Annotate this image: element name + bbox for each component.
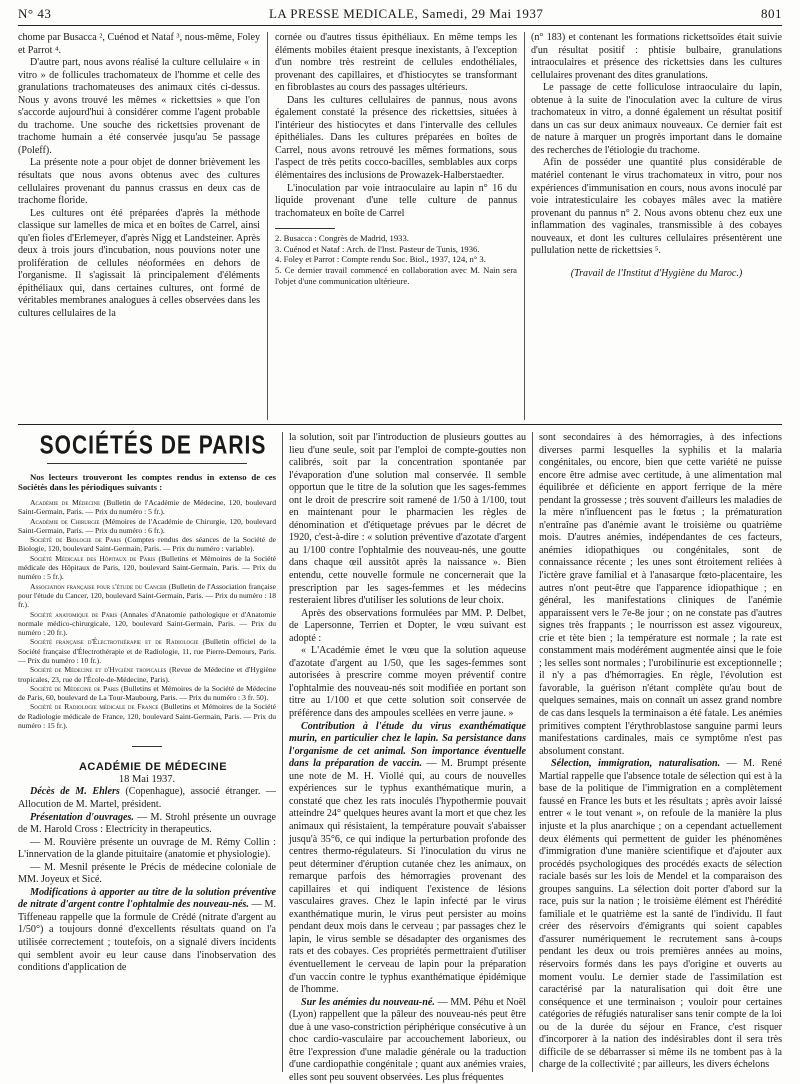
academie-paragraph: [539, 432, 782, 758]
top-column-2: [275, 32, 517, 420]
footnote: 4. Foley et Parrot : Compte rendu Soc. Biol., 1937, 124, n° 3.: [275, 254, 486, 265]
societe-entry: [18, 684, 276, 703]
paragraph: L'inoculation par voie intraoculaire au lapin n° 16 du liquide provenant d'une telle culture de pannus trachomateux en boîte de Carrel: [275, 182, 517, 219]
paragraph-text: — M. René Martial rappelle que l'absence totale de sélection qui est à la base de la politique de l'immigration en a complètement faussé en France les buts et les résultats ; après avoir laissé entrer « le tout venant », on refoule de la manière la plus injuste et la plus anarchique ; on a cependant actuellement deux éléments qui permettent de guider les phénomènes d'immigration d'une manière scientifique et d'ajouter aux procédés psychologiques des procédés exacts de sélection raciale basés sur les lois de Mendel et la comparaison des groupes sanguins. La sélection doit porter d'abord sur la race, puis sur la nation ; le troisième élément est l'hérédité familiale et le quatrième est la santé de l'individu. Il faut créer des réservoirs d'émigrants qui soient capables d'assurer numériquement le recrutement sans à-coups pendant les deux ou trois premières années au moins, réservoirs formés dans les pays d'origine et ouverts au moment voulu. Le dernier stade de l'assimilation est caractérisé par la naturalisation qui doit être une conséquence et une terminaison ; vouloir pour certaines catégories de réfugiés naturaliser sans tenir compte de la loi ou de la durée du séjour en France, c'est risquer d'incorporer à la nation des indésirables dont il sera très difficile de se débarrasser si même ils ne tombent pas à la charge de la collectivité ; par ailleurs, les divers échelons: [539, 758, 782, 1071]
title-rule: [47, 463, 247, 464]
paragraph: D'autre part, nous avons réalisé la culture cellulaire « in vitro » de follicules trachomateux de l'homme et celle des granulations trachomateuses des animaux cités ci-dessus. Nous y avons trouvé les mêmes « rickettsies » que l'on s'accorde aujourd'hui à considérer comme l'agent probable du trachome. Une souche des rickettsies provenant de trachome humain a été conservée jusqu'au 5e passage (Poleff).: [18, 57, 260, 156]
academie-paragraph: [289, 997, 526, 1084]
societe-entry: [18, 517, 276, 536]
academie-column-1: [18, 786, 276, 974]
societe-name: Société de Radiologie médicale de France: [30, 702, 159, 712]
societe-details: (Bulletins et Mémoires de la Société de Médecine de Paris, 60, boulevard de La Tour-Maubourg, Paris. — Prix du numéro : 3 fr. 50).: [18, 683, 276, 703]
academie-paragraph: [18, 786, 276, 811]
institute-credit: (Travail de l'Institut d'Hygiène du Maroc.): [570, 267, 743, 279]
paragraph-text: la solution, soit par l'introduction de plusieurs gouttes au lieu d'une seule, soit par l'emploi de compte-gouttes non calibrés, soit par la concentration spontanée par l'évaporation d'une solution mal conservée. Il semble opportun que le titre de la solution que les sages-femmes ont le droit de prescrire soit ramené de 1/50 à 1/100, tout en maintenant pour le pharmacien les règles de dénomination et d'étiquetage prévues par le décret de 1920, c'est-à-dire : « solution préventive d'azotate d'argent au 1/100 contre l'ophtalmie des nouveau-nés, une goutte dans chaque œil aussitôt après la naissance ». Bien entendu, cette nouvelle formule ne concernerait que la prescription par les sages-femmes et les médecins resteraient libres d'utiliser les solutions de leur choix.: [289, 432, 526, 607]
paragraph: Le passage de cette folliculose intraoculaire du lapin, obtenue à la suite de l'inoculation avec la culture de virus trachomateux in vitro, a donné également un résultat positif dans un cas sur deux animaux nouveaux. Ce dernier fait est de nature à marquer un progrès important dans le domaine des recherches de l'étiologie du trachome.: [531, 82, 782, 156]
paragraph-heading: Présentation d'ouvrages.: [30, 811, 134, 823]
academie-paragraph: [289, 721, 526, 997]
societe-entry: [18, 665, 276, 684]
societe-entry: [18, 702, 276, 730]
societe-details: (Bulletins et Mémoires de la Société médicale des Hôpitaux de Paris, 120, boulevard Saint-Germain, Paris. — Prix du numéro : 5 fr.).: [18, 553, 276, 582]
societe-name: Société Médicale des Hôpitaux de Paris: [30, 553, 156, 563]
societes-title: SOCIÉTÉS DE PARIS: [39, 430, 267, 460]
societe-details: (Comptes rendus des séances de la Société de Biologie, 120, boulevard Saint-Germain, Paris. — Prix du numéro : variable).: [18, 535, 276, 554]
paragraph: Afin de posséder une quantité plus considérable de matériel contenant le virus trachomateux in vitro, pour nos expériences d'immunisation en cours, nous avons inoculé par voie intratesticulaire les cobayes mâles avec la matière provenant du pannus n° 2. Nous avons obtenu chez eux une inflammation des vaginales, transmissible à des cobayes nouveaux, et dont les cultures cellulaires présentèrent une pullulation nette de rickettsies ⁵.: [531, 157, 782, 257]
issue-number: N° 43: [18, 6, 52, 21]
academie-title: ACADÉMIE DE MÉDECINE: [78, 761, 228, 774]
column-divider: [282, 432, 283, 1072]
academie-paragraph: [289, 432, 526, 608]
societe-name: Académie de Chirurgie: [30, 516, 100, 526]
footnote: 5. Ce dernier travail commencé en collaboration avec M. Nain sera l'objet d'une communication ultérieure.: [275, 264, 517, 286]
paragraph-text: « L'Académie émet le vœu que la solution aqueuse d'azotate d'argent au 1/50, que les sages-femmes sont autorisées à prescrire comme moyen préventif contre l'ophtalmie des nouveau-nés soit modifiée en portant son titre au 1/100 et que cette solution soit conservée de préférence dans des ampoules scellées en verre jaune. »: [289, 645, 526, 720]
academie-paragraph: [18, 887, 276, 975]
societes-list: [18, 498, 276, 730]
paragraph-text: — M. Rouvière présente un ouvrage de M. Rémy Collin : L'innervation de la glande pituitaire (anatomie et physiologie).: [18, 836, 276, 861]
paragraph-heading: Contribution à l'étude du virus exanthématique murin, en particulier chez le lapin. Sa persistance dans l'organisme de cet animal. Son importance éventuelle dans la préparation de vaccin.: [289, 720, 526, 770]
column-divider: [532, 432, 533, 1072]
societes-column: [18, 432, 276, 1072]
paragraph-text: Après des observations formulées par MM. P. Delbet, de Lapersonne, Terrien et Dopter, le vœu suivant est adopté :: [289, 607, 526, 644]
paragraph-heading: Modifications à apporter au titre de la solution préventive de nitrate d'argent contre l'ophtalmie des nouveau-nés.: [18, 886, 276, 911]
academie-paragraph: [289, 645, 526, 720]
societe-name: Société anatomique de Paris: [30, 609, 118, 619]
separator: [132, 746, 162, 747]
academie-column-3: [539, 432, 782, 1072]
paragraph-text: — M. Tiffeneau rappelle que la formule de Crédé (nitrate d'argent au 1/50°) a toujours donné d'excellents résultats quand on l'a utilisée correctement ; toutefois, on a signalé divers incidents qui semblent avoir eu leur cause dans l'inobservation des conditions d'application de: [18, 899, 277, 974]
societe-name: Société de Médecine et d'Hygiène tropicales: [30, 665, 167, 675]
societe-details: (Bulletin officiel de la Société française d'Électrothérapie et de Radiologie, 11, rue Pierre-Demours, Paris. — Prix du numéro : 10 fr.).: [18, 637, 276, 665]
paragraph: cornée ou d'autres tissus épithéliaux. En même temps les éléments mobiles étaient presque inexistants, à l'exception d'un nombre très restreint de cellules endothéliales, provenant des capillaires, et d'histiocytes se transformant en fibroblastes au cours des passages ultérieurs.: [275, 32, 517, 94]
societe-name: Société de Médecine de Paris: [30, 683, 119, 693]
page-number: 801: [760, 6, 782, 21]
top-column-1: [18, 32, 260, 420]
societe-details: (Bulletin de l'Association française pour l'étude du Cancer, 120, boulevard Saint-Germain, Paris. — Prix du numéro : 18 fr.).: [18, 581, 276, 610]
societe-details: (Revue de Médecine et d'Hygiène tropicales, 23, rue de l'École-de-Médecine, Paris).: [18, 665, 276, 684]
paragraph: chome par Busacca ², Cuénod et Nataf ³, nous-même, Foley et Parrot ⁴.: [18, 32, 260, 56]
session-date: 18 Mai 1937.: [118, 773, 176, 785]
societe-entry: [18, 637, 276, 665]
academie-paragraph: [18, 812, 276, 837]
column-divider: [267, 32, 268, 420]
paragraph: Les cultures ont été préparées d'après la méthode classique sur lamelles de mica et en boîtes de Carrel, ainsi qu'en fioles d'Erlemeyer, d'après Nigg et Landsteiner. Après deux à trois jours d'incubation, nous pouvions noter une prolifération de cellules néoformées en dehors de l'organisme. Il s'agissait là principalement d'éléments épithéliaux qui, dans certaines cultures, ont formé de véritables membranes analogues à celles observées dans les cultures cellulaires de la: [18, 207, 260, 320]
paragraph: (n° 183) et contenant les formations rickettsoïdes était suivie d'un résultat positif : phtisie bulbaire, granulations intraoculaires et présence des rickettsies dans les cultures cellulaires provenant des dites granulations.: [531, 32, 782, 81]
paragraph-text: — M. Mesnil présente le Précis de médecine coloniale de MM. Joyeux et Sicé.: [18, 861, 276, 886]
societe-details: (Mémoires de l'Académie de Chirurgie, 120, boulevard Saint-Germain, Paris. — Prix du numéro : 6 fr.).: [18, 516, 276, 535]
academie-paragraph: [539, 758, 782, 1072]
paragraph: La présente note a pour objet de donner brièvement les résultats que nous avons obtenus avec des cultures cellulaires provenant du pannus crassus en deux cas de trachome floride.: [18, 157, 260, 207]
societe-entry: [18, 610, 276, 638]
paragraph-text: — MM. Péhu et Noël (Lyon) rappellent que la pâleur des nouveau-nés peut être due à une vaso-constriction périphérique consécutive à un choc cardio-vasculaire par accouchement laborieux, ou être l'expression d'une maladie générale ou la traduction d'une cardiopathie congénitale ; quant aux anémies vraies, elles sont peu souvent observées. Les plus fréquentes: [289, 996, 526, 1083]
societe-entry: [18, 554, 276, 582]
paragraph-text: — M. Strohl présente un ouvrage de M. Harold Cross : Electricity in therapeutics.: [18, 811, 276, 836]
page-header: [18, 4, 782, 24]
paragraph-text: — M. Brumpt présente une note de M. H. Viollé qui, au cours de nouvelles expériences sur le typhus exanthématique murin, a constaté que chez les rats inoculés l'hypothermie pouvait atteindre 24° quelques heures avant la mort et que chez les animaux qui résistaient, la température pouvait s'abaisser jusqu'à 35°6, ce qui indique la perturbation profonde des centres thermo-régulateurs. Si l'inoculation du virus ne peut déterminer d'éruption cutanée chez les animaux, on remarque parfois des hémorragies provenant des capillaires et qui indiquent l'existence de lésions vasculaires graves. Chez le lapin infecté par le virus exanthématique murin, le virus peut persister au moins pendant deux mois dans le cerveau ; par passages chez le lapin, le virus semble se désadapter des organismes des rats et des cobayes. Ces propriétés permettraient d'utiliser éventuellement le cerveau de lapin pour la préparation d'un vaccin contre le typhus exanthématique épidémique de l'homme.: [289, 758, 526, 996]
societes-intro: Nos lecteurs trouveront les comptes rendus in extenso de ces Sociétés dans les périodiques suivants :: [18, 471, 276, 493]
academie-paragraph: [18, 862, 276, 887]
paragraph-heading: Sur les anémies du nouveau-né.: [301, 996, 435, 1008]
paragraph-heading: Sélection, immigration, naturalisation.: [551, 758, 721, 770]
societe-details: (Annales d'Anatomie pathologique et d'Anatomie normale médico-chirurgicale, 120, boulevard Saint-Germain, Paris. — Prix du numéro : 20 fr.).: [18, 609, 276, 638]
societe-entry: [18, 582, 276, 610]
societe-name: Académie de Médecine: [30, 497, 101, 507]
footnote-rule: [275, 228, 335, 229]
academie-paragraph: [289, 608, 526, 646]
academie-column-2: [289, 432, 526, 1083]
paragraph: Dans les cultures cellulaires de pannus, nous avons également constaté la présence des rickettsies, situées à l'intérieur des histiocytes et dans l'intervalle des cellules épithéliales. Dans les cultures préparées en boîtes de Carrel, nous avons retrouvé les mêmes formations, sous l'aspect de très petits cocco-bacilles, semblables aux corps élémentaires des inclusions de Prowazek-Halberstaedter.: [275, 94, 517, 182]
paragraph-text: sont secondaires à des hémorragies, à des infections diverses parmi lesquelles la syphilis et la malaria congénitales, ou encore, bien que cette variété ne puisse encore être admise avec certitude, à une alimentation mal équilibrée et déficiente en apport ferrique de la mère pendant la grossesse ; très souvent d'ailleurs les maladies de la mère n'influencent pas le fœtus ; la prématuration n'entraîne pas d'anémie avant le troisième ou quatrième mois. D'autres anémies, indépendantes de ces facteurs, anémies idiopathiques ou congénitales, sont de connaissance récente ; les unes sont étroitement reliées à l'ictère grave familial et à l'anasarque fœto-placentaire, les autres n'ont peut-être que l'apparence idiopathique ; en général, les manifestations cliniques de l'anémie apparaissent vers le 7e-8e jour ; on ne constate pas d'autres signes très frappants ; le nourrisson est assez vigoureux, crie et tète bien ; la température est normale ; la rate est constamment mais modérément augmentée ainsi que le foie ; les selles sont normales ; l'urobilinurie est exceptionnelle ; il n'y a pas d'hémorragies. En règle, l'évolution est favorable, la guérison n'étant complète qu'au bout de quelques semaines, mais on connaît un assez grand nombre de cas dans lesquels la terminaison a été fatale. Les anémies primitives comptent l'érythroblastose sanguine parmi leurs manifestations cardinales, mais ce symptôme n'est pas absolument constant.: [539, 432, 782, 757]
footnote: 3. Cuénod et Nataf : Arch. de l'Inst. Pasteur de Tunis, 1936.: [275, 243, 480, 254]
societe-name: Société française d'Électrothérapie et de Radiologie: [30, 637, 199, 647]
societe-name: Association française pour l'étude du Cancer: [30, 581, 167, 591]
societe-name: Société de Biologie de Paris: [30, 535, 122, 545]
societe-entry: [18, 498, 276, 517]
header-rule: [18, 25, 782, 26]
paragraph-text: (Copenhague), associé étranger. — Allocution de M. Martel, président.: [18, 786, 276, 811]
academie-paragraph: [18, 837, 276, 862]
paragraph-heading: Décès de M. Ehlers: [30, 786, 120, 798]
top-column-3: [531, 32, 782, 420]
column-divider: [524, 32, 525, 420]
societe-details: (Bulletins et Mémoires de la Société de Radiologie médicale de France, 120, boulevard Saint-Germain, Paris. — Prix du numéro : 15 fr.).: [18, 702, 276, 731]
footnotes: [275, 233, 517, 286]
section-rule: [18, 424, 782, 425]
footnote: 2. Busacca : Congrès de Madrid, 1933.: [275, 233, 409, 244]
societe-details: (Bulletin de l'Académie de Médecine, 120, boulevard Saint-Germain, Paris. — Prix du numéro : 5 fr.).: [18, 497, 276, 517]
journal-title: LA PRESSE MEDICALE, Samedi, 29 Mai 1937: [268, 6, 544, 21]
societe-entry: [18, 535, 276, 554]
